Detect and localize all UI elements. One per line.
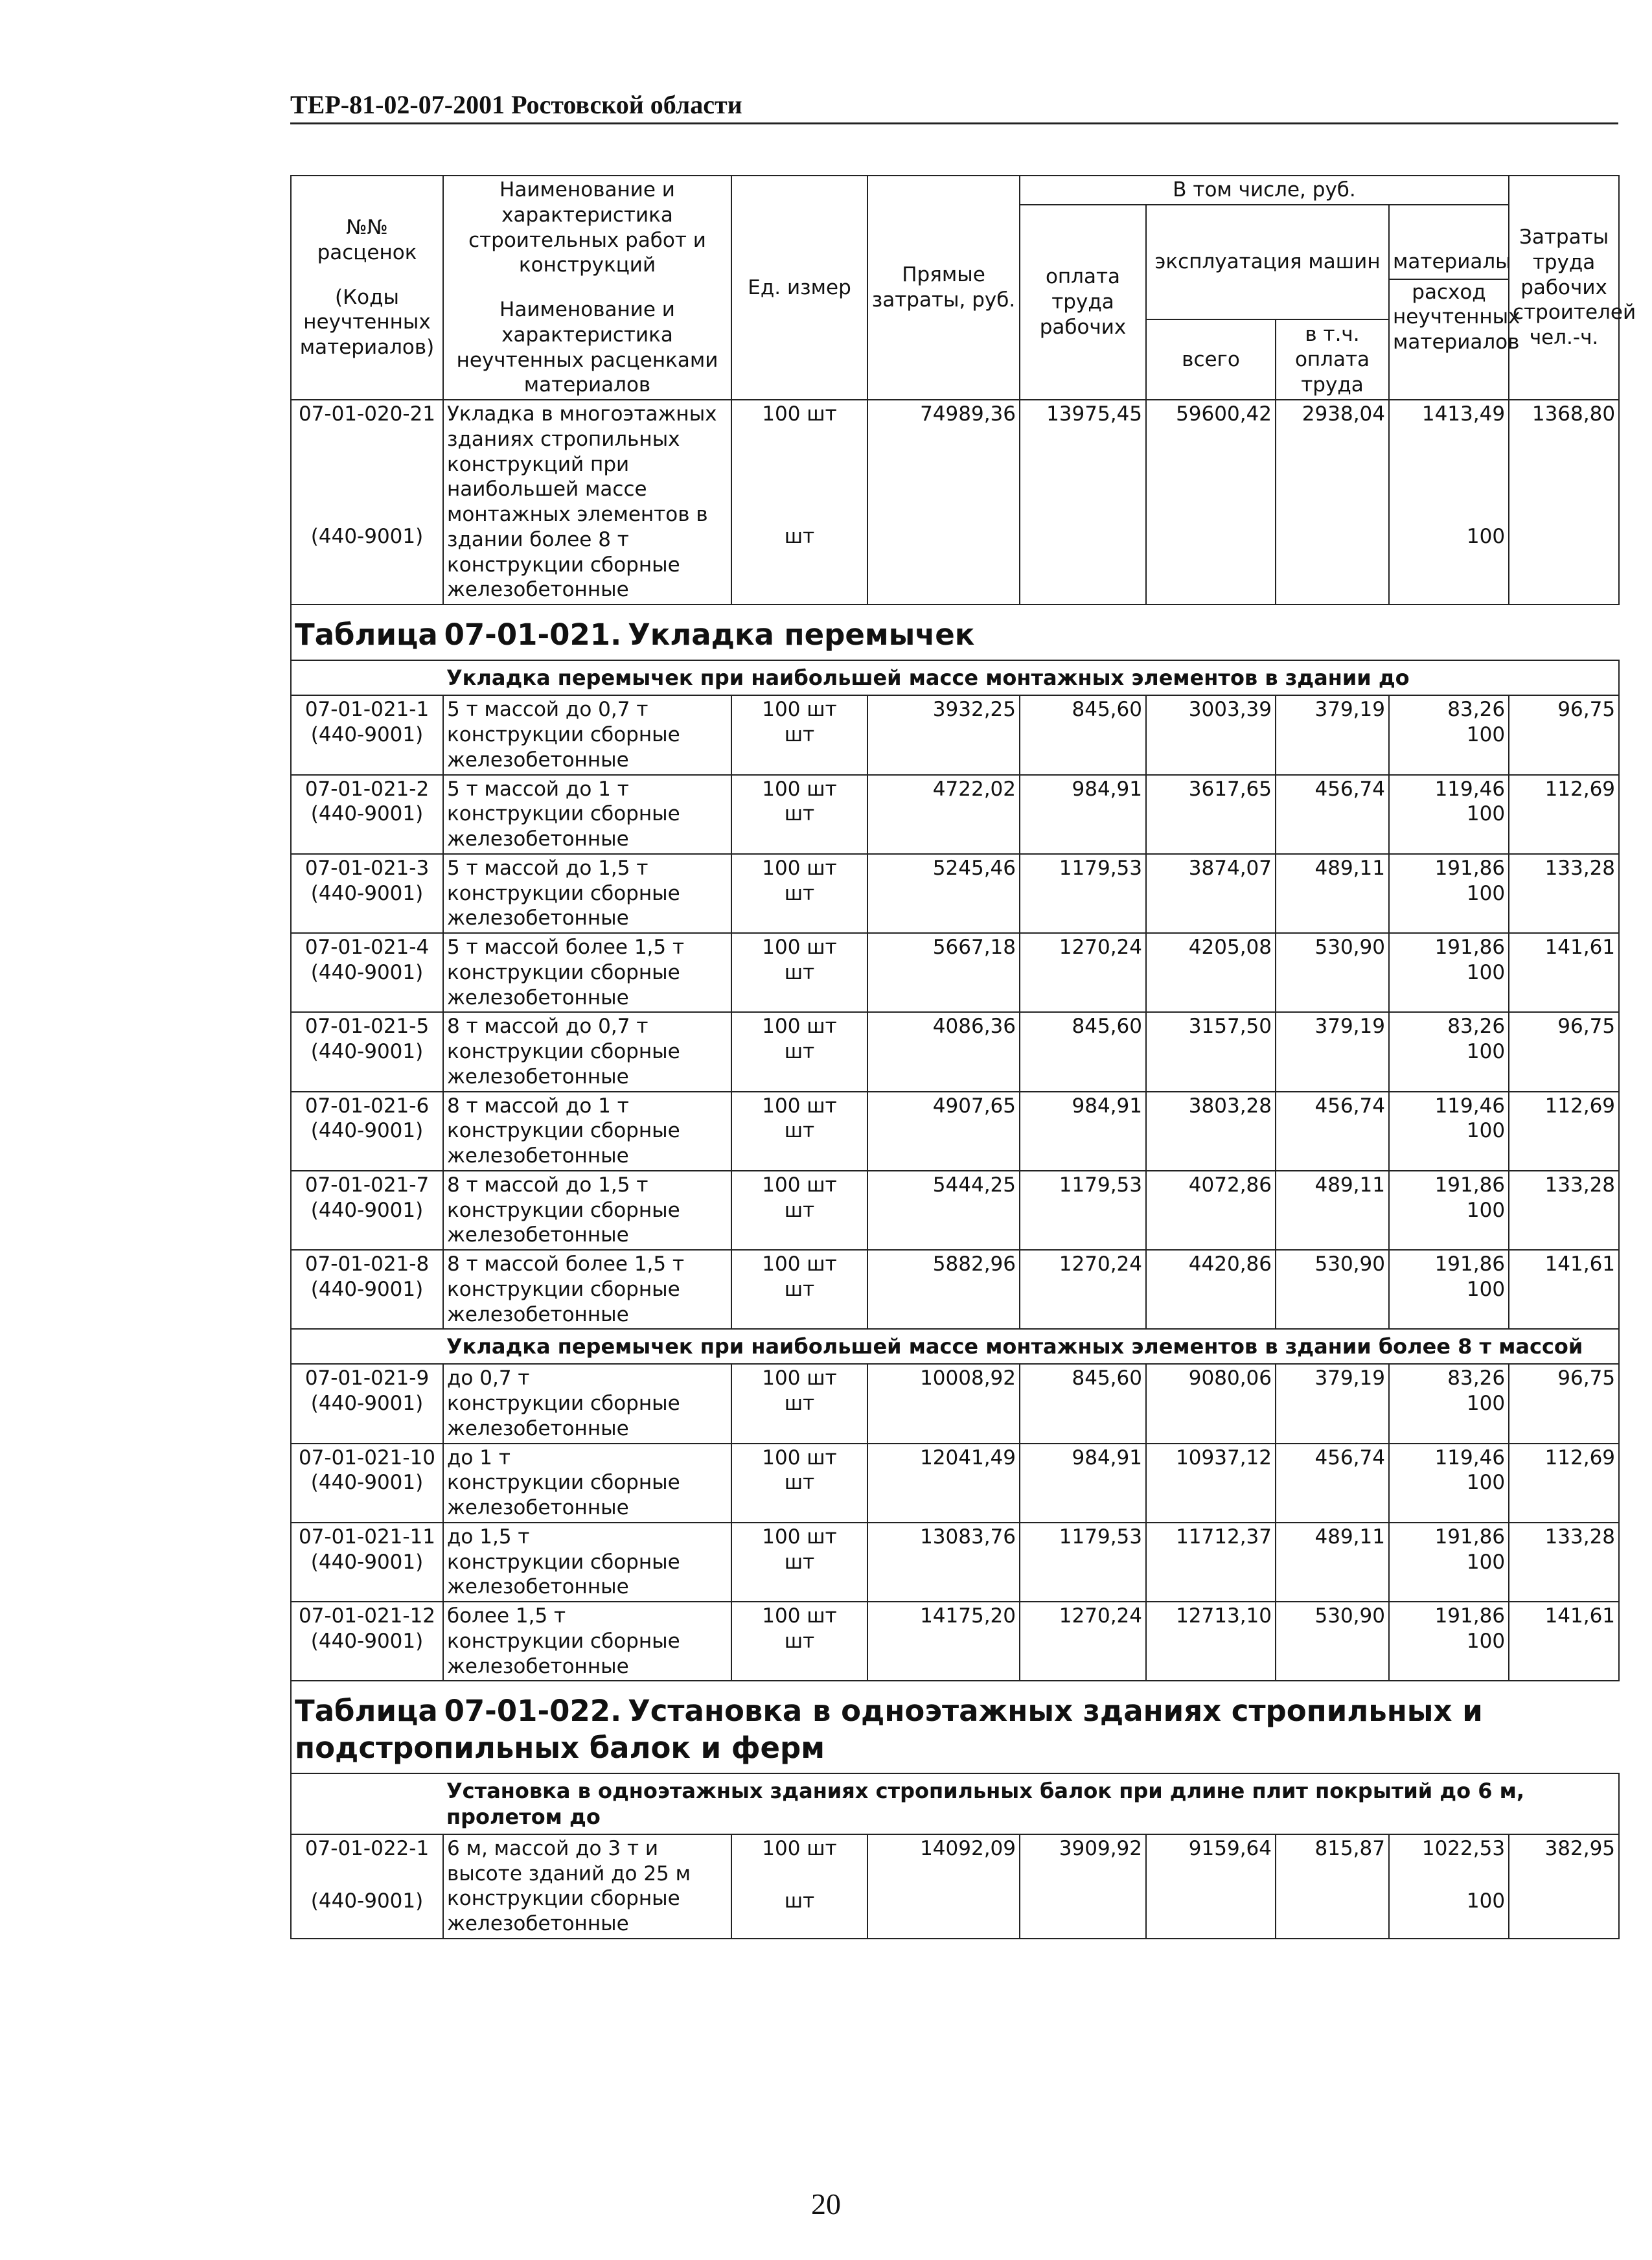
- unit: 100 шт: [762, 402, 837, 426]
- rate-code-cell: [291, 1444, 443, 1523]
- rate-name-cell: [443, 1834, 731, 1939]
- table-row: [291, 933, 1619, 1012]
- table-row: [291, 1444, 1619, 1523]
- direct-cost: 5245,46: [867, 854, 1020, 933]
- rate-code: 07-01-021-9: [304, 1366, 430, 1390]
- unit: 100 шт: [762, 856, 837, 880]
- direct-cost: 5882,96: [867, 1250, 1020, 1329]
- rate-code-cell: [291, 1012, 443, 1091]
- materials-cell: [1389, 1012, 1509, 1091]
- materials-cost: 191,86: [1434, 936, 1506, 959]
- rate-name-cell: [443, 1523, 731, 1602]
- materials-cell: [1389, 400, 1509, 605]
- machines-pay: 379,19: [1276, 1012, 1389, 1091]
- material-code: (440-9001): [310, 1198, 424, 1222]
- direct-cost: 5444,25: [867, 1171, 1020, 1250]
- rate-name: до 0,7 т: [447, 1366, 530, 1390]
- labor-pay: 1179,53: [1020, 1171, 1146, 1250]
- rate-name-cell: [443, 775, 731, 854]
- material-unit: шт: [784, 1198, 815, 1222]
- material-unit: шт: [784, 1277, 815, 1301]
- machines-pay: 456,74: [1276, 1092, 1389, 1171]
- rate-name: Укладка в многоэтажных зданиях стропильных конструкций при наибольшей массе монтажных элементов в здании более 8 т: [447, 402, 717, 551]
- col-machines-total-header: всего: [1146, 319, 1276, 400]
- rate-name-cell: [443, 1250, 731, 1329]
- unit: 100 шт: [762, 1446, 837, 1470]
- rate-name-cell: [443, 1171, 731, 1250]
- labor-pay: 845,60: [1020, 1012, 1146, 1091]
- unit-cell: [731, 1092, 867, 1171]
- unit-cell: [731, 1602, 867, 1681]
- direct-cost: 74989,36: [867, 400, 1020, 605]
- rate-code-cell: [291, 1834, 443, 1939]
- material-unit: шт: [784, 1471, 815, 1495]
- material-qty: 100: [1466, 1277, 1506, 1301]
- table-row: [291, 1602, 1619, 1681]
- table-row: [291, 1250, 1619, 1329]
- material-name: конструкции сборные железобетонные: [447, 1119, 680, 1168]
- labor-cost: 141,61: [1509, 1250, 1619, 1329]
- direct-cost: 4086,36: [867, 1012, 1020, 1091]
- rate-code-cell: [291, 775, 443, 854]
- machines-pay: 379,19: [1276, 695, 1389, 774]
- machines-total: 9080,06: [1146, 1364, 1276, 1443]
- labor-cost: 112,69: [1509, 775, 1619, 854]
- labor-cost: 112,69: [1509, 1444, 1619, 1523]
- table-row: [291, 1523, 1619, 1602]
- unit-cell: [731, 1012, 867, 1091]
- material-unit: шт: [784, 1629, 815, 1653]
- direct-cost: 5667,18: [867, 933, 1020, 1012]
- materials-cost: 191,86: [1434, 1604, 1506, 1628]
- direct-cost: 14175,20: [867, 1602, 1020, 1681]
- table-caption-prefix: Таблица: [295, 1694, 438, 1729]
- subheader-body: [291, 1329, 1619, 1364]
- unit-cell: [731, 1171, 867, 1250]
- labor-pay: 984,91: [1020, 775, 1146, 854]
- machines-total: 12713,10: [1146, 1602, 1276, 1681]
- subheader-text: Установка в одноэтажных зданиях стропильных балок при длине плит покрытий до 6 м, пролетом до: [443, 1773, 1619, 1834]
- table-body-021-a: [291, 695, 1619, 1329]
- rate-code-cell: [291, 400, 443, 605]
- materials-cell: [1389, 854, 1509, 933]
- rate-name-cell: [443, 1444, 731, 1523]
- rate-name: 5 т массой до 1,5 т: [447, 856, 648, 880]
- col-name-top: Наименование и характеристика строительных работ и конструкций: [468, 178, 706, 277]
- material-qty: 100: [1466, 1198, 1506, 1222]
- unit: 100 шт: [762, 777, 837, 801]
- unit: 100 шт: [762, 936, 837, 959]
- rate-code-cell: [291, 1523, 443, 1602]
- rate-code: 07-01-021-3: [304, 856, 430, 880]
- materials-cost: 119,46: [1434, 1094, 1506, 1118]
- subheader-row: [291, 1329, 1619, 1364]
- materials-cell: [1389, 933, 1509, 1012]
- rate-code-cell: [291, 695, 443, 774]
- unit: 100 шт: [762, 1525, 837, 1549]
- materials-cost: 83,26: [1447, 1015, 1506, 1039]
- material-qty: 100: [1466, 1471, 1506, 1495]
- rate-name-cell: [443, 1602, 731, 1681]
- material-qty: 100: [1466, 1889, 1506, 1913]
- labor-pay: 984,91: [1020, 1444, 1146, 1523]
- col-materials-bottom: расход неучтенных материалов: [1393, 280, 1520, 354]
- col-materials-header: [1389, 205, 1520, 400]
- table-row: [291, 400, 1619, 605]
- materials-cell: [1389, 695, 1509, 774]
- labor-pay: 1179,53: [1020, 1523, 1146, 1602]
- materials-cell: [1389, 1092, 1509, 1171]
- material-name: конструкции сборные железобетонные: [447, 1198, 680, 1247]
- rate-name: 8 т массой до 1 т: [447, 1094, 629, 1118]
- table-row: [291, 1171, 1619, 1250]
- unit-cell: [731, 695, 867, 774]
- unit: 100 шт: [762, 698, 837, 722]
- rate-name: более 1,5 т: [447, 1604, 566, 1628]
- rate-code-cell: [291, 1171, 443, 1250]
- unit-cell: [731, 1523, 867, 1602]
- material-name: конструкции сборные железобетонные: [447, 1392, 680, 1440]
- material-qty: 100: [1466, 1040, 1506, 1063]
- materials-cost: 1413,49: [1421, 402, 1506, 426]
- rate-code: 07-01-021-7: [304, 1173, 430, 1197]
- labor-cost: 96,75: [1509, 1012, 1619, 1091]
- material-name: конструкции сборные железобетонные: [447, 1550, 680, 1599]
- material-name: конструкции сборные железобетонные: [447, 1887, 680, 1935]
- table-caption-row: [291, 605, 1619, 660]
- material-qty: 100: [1466, 1629, 1506, 1653]
- table-caption-021: [291, 605, 1619, 660]
- machines-total: 11712,37: [1146, 1523, 1276, 1602]
- table-caption-title: Укладка перемычек: [628, 617, 975, 652]
- materials-cell: [1389, 775, 1509, 854]
- machines-pay: 530,90: [1276, 1250, 1389, 1329]
- material-unit: шт: [784, 1040, 815, 1063]
- rate-code: 07-01-021-4: [304, 936, 430, 959]
- col-materials-top: материалы: [1393, 249, 1511, 273]
- table-caption-id: 07-01-021.: [444, 617, 622, 652]
- material-unit: шт: [784, 1119, 815, 1143]
- material-code: (440-9001): [310, 1889, 424, 1913]
- col-labor-pay-header: оплата труда рабочих: [1020, 205, 1146, 400]
- material-code: (440-9001): [310, 802, 424, 826]
- rate-name: 5 т массой более 1,5 т: [447, 936, 685, 959]
- col-name-bottom: Наименование и характеристика неучтенных расценками материалов: [456, 298, 718, 397]
- labor-cost: 382,95: [1509, 1834, 1619, 1939]
- machines-pay: 456,74: [1276, 1444, 1389, 1523]
- rate-code: 07-01-021-11: [298, 1525, 436, 1549]
- rate-code-cell: [291, 1602, 443, 1681]
- material-name: конструкции сборные железобетонные: [447, 1629, 680, 1678]
- unit-cell: [731, 1834, 867, 1939]
- unit-cell: [731, 775, 867, 854]
- machines-total: 3874,07: [1146, 854, 1276, 933]
- material-unit: шт: [784, 1392, 815, 1415]
- unit: 100 шт: [762, 1173, 837, 1197]
- material-code: (440-9001): [310, 1392, 424, 1415]
- subheader-text: Укладка перемычек при наибольшей массе монтажных элементов в здании до: [443, 660, 1619, 695]
- materials-cost: 1022,53: [1421, 1836, 1506, 1860]
- table-row: [291, 1364, 1619, 1443]
- machines-total: 4420,86: [1146, 1250, 1276, 1329]
- materials-cost: 83,26: [1447, 698, 1506, 722]
- col-machines-header: эксплуатация машин: [1146, 205, 1389, 320]
- rate-name: до 1,5 т: [447, 1525, 530, 1549]
- material-name: конструкции сборные железобетонные: [447, 960, 680, 1009]
- material-unit: шт: [784, 802, 815, 826]
- direct-cost: 3932,25: [867, 695, 1020, 774]
- material-name: конструкции сборные железобетонные: [447, 881, 680, 930]
- material-name: конструкции сборные железобетонные: [447, 1040, 680, 1089]
- materials-cell: [1389, 1364, 1509, 1443]
- material-code: (440-9001): [310, 1471, 424, 1495]
- labor-cost: 133,28: [1509, 854, 1619, 933]
- material-name: конструкции сборные железобетонные: [447, 723, 680, 772]
- material-unit: шт: [784, 1550, 815, 1574]
- rate-code: 07-01-021-8: [304, 1252, 430, 1276]
- material-name: конструкции сборные железобетонные: [447, 553, 680, 602]
- material-unit: шт: [784, 524, 815, 548]
- rate-name-cell: [443, 695, 731, 774]
- labor-pay: 1270,24: [1020, 1602, 1146, 1681]
- labor-cost: 1368,80: [1509, 400, 1619, 605]
- rate-code-cell: [291, 1250, 443, 1329]
- labor-cost: 133,28: [1509, 1523, 1619, 1602]
- material-code: (440-9001): [310, 1119, 424, 1143]
- labor-cost: 133,28: [1509, 1171, 1619, 1250]
- direct-cost: 4722,02: [867, 775, 1020, 854]
- table-caption-id: 07-01-022.: [444, 1694, 622, 1729]
- labor-pay: 845,60: [1020, 1364, 1146, 1443]
- material-name: конструкции сборные железобетонные: [447, 802, 680, 851]
- materials-cell: [1389, 1602, 1509, 1681]
- labor-cost: 141,61: [1509, 933, 1619, 1012]
- labor-cost: 112,69: [1509, 1092, 1619, 1171]
- material-qty: 100: [1466, 524, 1506, 548]
- col-code-top: №№ расценок: [317, 216, 417, 264]
- table-caption-022: [291, 1681, 1619, 1773]
- materials-cell: [1389, 1171, 1509, 1250]
- unit: 100 шт: [762, 1015, 837, 1039]
- material-unit: шт: [784, 723, 815, 746]
- rate-name: 8 т массой до 0,7 т: [447, 1015, 648, 1039]
- rate-code-cell: [291, 1364, 443, 1443]
- material-code: (440-9001): [310, 960, 424, 984]
- machines-pay: 815,87: [1276, 1834, 1389, 1939]
- material-code: (440-9001): [310, 1040, 424, 1063]
- materials-cell: [1389, 1834, 1509, 1939]
- table-row: [291, 695, 1619, 774]
- materials-cost: 119,46: [1434, 1446, 1506, 1470]
- unit: 100 шт: [762, 1094, 837, 1118]
- material-name: конструкции сборные железобетонные: [447, 1471, 680, 1519]
- machines-total: 59600,42: [1146, 400, 1276, 605]
- rate-name: 8 т массой более 1,5 т: [447, 1252, 685, 1276]
- materials-cost: 83,26: [1447, 1366, 1506, 1390]
- rate-code: 07-01-021-5: [304, 1015, 430, 1039]
- table-caption-row: [291, 1681, 1619, 1773]
- direct-cost: 10008,92: [867, 1364, 1020, 1443]
- machines-total: 9159,64: [1146, 1834, 1276, 1939]
- table-row: [291, 854, 1619, 933]
- rate-name-cell: [443, 933, 731, 1012]
- machines-pay: 379,19: [1276, 1364, 1389, 1443]
- materials-cell: [1389, 1523, 1509, 1602]
- material-qty: 100: [1466, 960, 1506, 984]
- page-number: 20: [811, 2187, 841, 2220]
- labor-cost: 141,61: [1509, 1602, 1619, 1681]
- material-code: (440-9001): [310, 1550, 424, 1574]
- subheader-row: [291, 660, 1619, 695]
- labor-pay: 845,60: [1020, 695, 1146, 774]
- unit-cell: [731, 933, 867, 1012]
- labor-pay: 1270,24: [1020, 933, 1146, 1012]
- table-body-022: [291, 1681, 1619, 1939]
- unit: 100 шт: [762, 1252, 837, 1276]
- labor-pay: 3909,92: [1020, 1834, 1146, 1939]
- material-code: (440-9001): [310, 524, 424, 548]
- direct-cost: 14092,09: [867, 1834, 1020, 1939]
- unit-cell: [731, 854, 867, 933]
- table-header: [291, 176, 1636, 400]
- materials-cost: 119,46: [1434, 777, 1506, 801]
- unit-cell: [731, 1250, 867, 1329]
- machines-pay: 456,74: [1276, 775, 1389, 854]
- rate-name: 8 т массой до 1,5 т: [447, 1173, 648, 1197]
- rate-name-cell: [443, 1364, 731, 1443]
- rate-name: до 1 т: [447, 1446, 511, 1470]
- materials-cell: [1389, 1444, 1509, 1523]
- material-code: (440-9001): [310, 881, 424, 905]
- table-row: [291, 1012, 1619, 1091]
- labor-pay: 13975,45: [1020, 400, 1146, 605]
- material-qty: 100: [1466, 1392, 1506, 1415]
- rate-name: 6 м, массой до 3 т и высоте зданий до 25 м: [447, 1836, 691, 1885]
- unit: 100 шт: [762, 1366, 837, 1390]
- material-qty: 100: [1466, 723, 1506, 746]
- materials-cost: 191,86: [1434, 856, 1506, 880]
- machines-pay: 489,11: [1276, 854, 1389, 933]
- machines-pay: 489,11: [1276, 1523, 1389, 1602]
- unit: 100 шт: [762, 1604, 837, 1628]
- unit-cell: [731, 400, 867, 605]
- table-caption-prefix: Таблица: [295, 617, 438, 652]
- unit-cell: [731, 1444, 867, 1523]
- rate-code: 07-01-022-1: [304, 1836, 430, 1860]
- unit: 100 шт: [762, 1836, 837, 1860]
- machines-total: 10937,12: [1146, 1444, 1276, 1523]
- rates-table: [290, 175, 1636, 1939]
- machines-pay: 2938,04: [1276, 400, 1389, 605]
- rate-name-cell: [443, 854, 731, 933]
- rate-code-cell: [291, 1092, 443, 1171]
- table-body-021-b: [291, 1364, 1619, 1681]
- materials-cost: 191,86: [1434, 1173, 1506, 1197]
- materials-cell: [1389, 1250, 1509, 1329]
- material-code: (440-9001): [310, 723, 424, 746]
- labor-pay: 1270,24: [1020, 1250, 1146, 1329]
- rate-name: 5 т массой до 1 т: [447, 777, 629, 801]
- material-qty: 100: [1466, 802, 1506, 826]
- col-labor-cost-header: Затраты труда рабочих строителей чел.-ч.: [1509, 176, 1619, 400]
- direct-cost: 13083,76: [867, 1523, 1020, 1602]
- col-code-bottom: (Коды неучтенных материалов): [299, 285, 435, 360]
- rate-code: 07-01-021-2: [304, 777, 430, 801]
- machines-total: 3803,28: [1146, 1092, 1276, 1171]
- material-name: конструкции сборные железобетонные: [447, 1277, 680, 1326]
- rate-code: 07-01-021-10: [298, 1446, 436, 1470]
- machines-pay: 530,90: [1276, 1602, 1389, 1681]
- rate-name-cell: [443, 1092, 731, 1171]
- material-code: (440-9001): [310, 1629, 424, 1653]
- labor-pay: 1179,53: [1020, 854, 1146, 933]
- materials-cost: 191,86: [1434, 1252, 1506, 1276]
- machines-total: 3003,39: [1146, 695, 1276, 774]
- material-code: (440-9001): [310, 1277, 424, 1301]
- subheader-text: Укладка перемычек при наибольшей массе монтажных элементов в здании более 8 т массой: [443, 1329, 1619, 1364]
- materials-cost: 191,86: [1434, 1525, 1506, 1549]
- direct-cost: 4907,65: [867, 1092, 1020, 1171]
- material-unit: шт: [784, 1889, 815, 1913]
- rate-code: 07-01-021-1: [304, 698, 430, 722]
- col-incl-header: В том числе, руб.: [1020, 176, 1509, 205]
- rate-code: 07-01-020-21: [298, 402, 436, 426]
- unit-cell: [731, 1364, 867, 1443]
- rate-name-cell: [443, 400, 731, 605]
- rate-code-cell: [291, 933, 443, 1012]
- labor-cost: 96,75: [1509, 1364, 1619, 1443]
- table-body: [291, 400, 1619, 695]
- machines-total: 3157,50: [1146, 1012, 1276, 1091]
- rate-name: 5 т массой до 0,7 т: [447, 698, 648, 722]
- col-direct-header: Прямые затраты, руб.: [867, 176, 1020, 400]
- table-caption-title: Установка в одноэтажных зданиях стропильных и подстропильных балок и ферм: [295, 1694, 1483, 1765]
- material-unit: шт: [784, 960, 815, 984]
- labor-pay: 984,91: [1020, 1092, 1146, 1171]
- machines-total: 4205,08: [1146, 933, 1276, 1012]
- page-header: ТЕР-81-02-07-2001 Ростовской области: [290, 89, 1618, 124]
- machines-total: 3617,65: [1146, 775, 1276, 854]
- rate-code: 07-01-021-6: [304, 1094, 430, 1118]
- labor-cost: 96,75: [1509, 695, 1619, 774]
- subheader-row: [291, 1773, 1619, 1834]
- machines-pay: 489,11: [1276, 1171, 1389, 1250]
- col-unit-header: Ед. измер: [731, 176, 867, 400]
- material-qty: 100: [1466, 1550, 1506, 1574]
- machines-pay: 530,90: [1276, 933, 1389, 1012]
- rate-name-cell: [443, 1012, 731, 1091]
- col-machines-pay-header: в т.ч. оплата труда: [1276, 319, 1389, 400]
- material-unit: шт: [784, 881, 815, 905]
- table-row: [291, 1834, 1619, 1939]
- material-qty: 100: [1466, 881, 1506, 905]
- col-code-header: [291, 176, 443, 400]
- table-row: [291, 775, 1619, 854]
- machines-total: 4072,86: [1146, 1171, 1276, 1250]
- rate-code: 07-01-021-12: [298, 1604, 436, 1628]
- rate-code-cell: [291, 854, 443, 933]
- col-name-header: [443, 176, 731, 400]
- direct-cost: 12041,49: [867, 1444, 1020, 1523]
- table-row: [291, 1092, 1619, 1171]
- material-qty: 100: [1466, 1119, 1506, 1143]
